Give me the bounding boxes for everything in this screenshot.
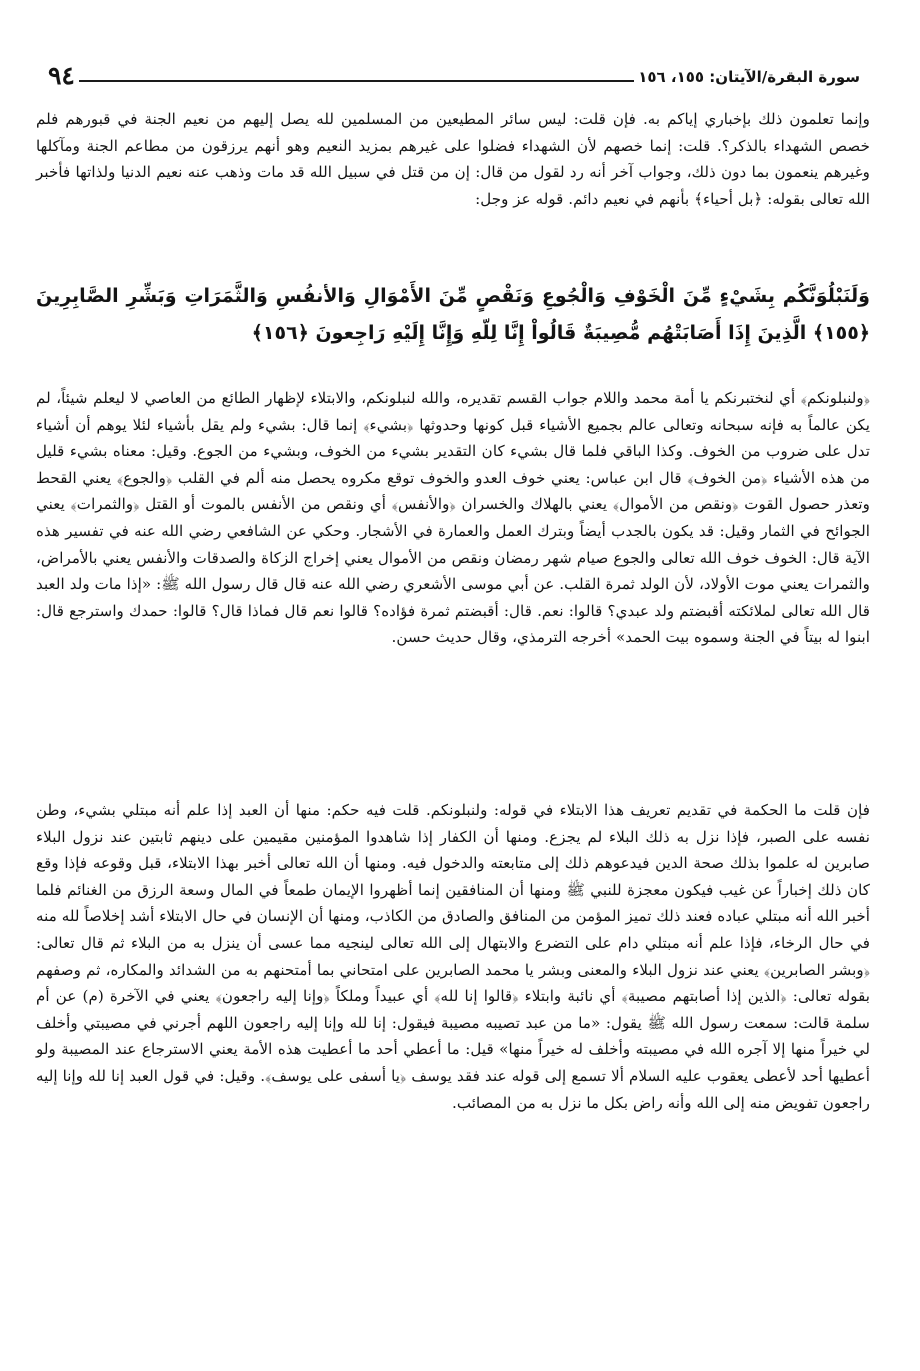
quran-verse: وَلَنَبْلُوَنَّكُم بِشَيْءٍ مِّنَ الْخَوْفِ وَالْجُوعِ وَنَقْصٍ مِّنَ الأَمْوَالِ وَالأنفُسِ وَالثَّمَرَاتِ وَبَشِّرِ الصَّابِرِينَ ﴿١٥٥﴾ الَّذِينَ إِذَا أَصَابَتْهُم مُّصِيبَةٌ قَالُواْ إِنَّا لِلّهِ وَإِنَّا إِلَيْهِ رَاجِعونَ ﴿١٥٦﴾ xyxy=(36,285,870,344)
header-rule xyxy=(79,80,634,82)
tafsir-paragraph-main: ﴿ولنبلونكم﴾ أي لنختبرنكم يا أمة محمد واللام جواب القسم تقديره، والله لنبلونكم، والابتلاء لإظهار الطائع من العاصي لا ليعلم شيئاً، لم يكن عالماً به فإنه سبحانه وتعالى عالم بجميع الأشياء قبل كونها وحدوثها ﴿بشيء﴾ إنما قال: بشيء ولم يقل بأشياء لئلا يوهم أن أشياء تدل على ضروب من الخوف. وكذا الباقي فلما قال بشيء كان التقدير بشيء من الخوف، وبشيء من الجوع. وقيل: معناه بشيء قليل من هذه الأشياء ﴿من الخوف﴾ قال ابن عباس: يعني خوف العدو والخوف توقع مكروه يحصل منه ألم في القلب ﴿والجوع﴾ يعني القحط وتعذر حصول القوت ﴿ونقص من الأموال﴾ يعني بالهلاك والخسران ﴿والأنفس﴾ أي ونقص من الأنفس بالموت أو القتل ﴿والثمرات﴾ يعني الجوائح في الثمار وقيل: قد يكون بالجدب أيضاً وبترك العمل والعمارة في الأشجار. وحكي عن الشافعي رضي الله عنه في تفسير هذه الآية قال: الخوف خوف الله تعالى والجوع صيام شهر رمضان ونقص من الأموال يعني إخراج الزكاة والصدقات والأنفس يعني بالأمراض، والثمرات يعني موت الأولاد، لأن الولد ثمرة القلب. عن أبي موسى الأشعري رضي الله عنه قال قال رسول الله ﷺ: «إذا مات ولد العبد قال الله تعالى لملائكته أقبضتم ولد عبدي؟ قالوا: نعم. قال: أقبضتم ثمرة فؤاده؟ قالوا نعم قال فماذا قال؟ قالوا: حمدك واسترجع قال: ابنوا له بيتاً في الجنة وسموه بيت الحمد» أخرجه الترمذي، وقال حديث حسن. xyxy=(36,389,870,647)
page-header xyxy=(36,58,870,88)
tafsir-paragraph-second: فإن قلت ما الحكمة في تقديم تعريف هذا الابتلاء في قوله: ولنبلونكم. قلت فيه حكم: منها أن العبد إذا علم أنه مبتلي بشيء، وطن نفسه على الصبر، فإذا نزل به ذلك البلاء لم يجزع. ومنها أن الكفار إذا شاهدوا المؤمنين مقيمين على دينهم ثابتين عند نزول البلاء صابرين له علموا بذلك صحة الدين فيدعوهم ذلك إلى متابعته والدخول فيه. ومنها أن الله تعالى أخبر بهذا الابتلاء، قبل وقوعه فإذا وقع كان ذلك إخباراً عن غيب فيكون معجزة للنبي ﷺ ومنها أن المنافقين إنما أظهروا الإيمان طمعاً في المال وسعة الرزق من الغنائم فلما أخبر الله أنه مبتلي عباده فعند ذلك تميز المؤمن من المنافق والصادق من الكاذب، ومنها أن الإنسان في حال الابتلاء أشد إخلاصاً لله منه في حال الرخاء، فإذا علم أنه مبتلي دام على التضرع والابتهال إلى الله تعالى لينجيه مما عسى أن ينزل به من البلاء ثم قال تعالى: ﴿وبشر الصابرين﴾ يعني عند نزول البلاء والمعنى وبشر يا محمد الصابرين على امتحاني بما أمتحنهم به من الشدائد والمكاره، ثم وصفهم بقوله تعالى: ﴿الذين إذا أصابتهم مصيبة﴾ أي نائبة وابتلاء ﴿قالوا إنا لله﴾ أي عبيداً وملكاً ﴿وإنا إليه راجعون﴾ يعني في الآخرة (م) عن أم سلمة قالت: سمعت رسول الله ﷺ يقول: «ما من عبد تصيبه مصيبة فيقول: إنا لله وإنا إليه راجعون اللهم أجرني في مصيبتي وأخلف لي خيراً منها إلا آجره الله في مصيبته وأخلف له خيراً منها» قيل: ما أعطي أحد ما أعطيت هذه الأمة يعني الاسترجاع عند المصيبة ولو أعطيها أحد لأعطى يعقوب عليه السلام ألا تسمع إلى قوله عند فقد يوسف ﴿يا أسفى على يوسف﴾. وقيل: في قول العبد إنا لله وإنا إليه راجعون تفويض منه إلى الله وأنه راض بكل ما نزل به من المصائب. xyxy=(36,801,870,1112)
running-title: سورة البقرة/الآيتان: ١٥٥، ١٥٦ xyxy=(638,68,860,86)
page-number: ٩٤ xyxy=(48,61,75,90)
intro-paragraph: وإنما تعلمون ذلك بإخباري إياكم به. فإن قلت: ليس سائر المطيعين من المسلمين لله يصل إليهم من نعيم الجنة في قبورهم فلم خصص الشهداء بالذكر؟. قلت: إنما خصهم لأن الشهداء فضلوا على غيرهم بمزيد النعيم وهو أنهم يرزقون من مطاعم الجنة ومآكلها وغيرهم ينعمون بما دون ذلك، وجواب آخر أنه رد لقول من قال: إن من قتل في سبيل الله قد مات وذهب عنه نعيم الدنيا ولذاتها فأخبر الله تعالى بقوله: ﴿بل أحياء﴾ بأنهم في نعيم دائم. قوله عز وجل: xyxy=(36,110,870,208)
